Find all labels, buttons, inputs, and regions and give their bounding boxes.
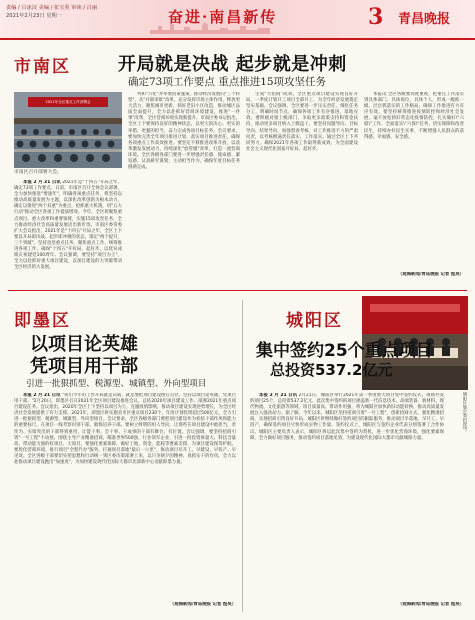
- section-tag-jimo: 即墨区: [14, 311, 71, 331]
- masthead: [0, 0, 475, 40]
- masthead-editors: 责编 / 吕冰汉 美编 / 张宝英 审读 / 吕丽: [6, 5, 98, 11]
- top-col1-text: 2021年是"十四五"开局之年，确定73项工作要点，日前，市南区召开全体会议部署，全力加快推进"增速年"，明确各项重点任务，将坚持以推动高质量发展为主题，以深化改革创新为根本动力，确定以推进"两个双重"为重点，抢抓重大机遇，用"五大行动"推动全区各项工作提质增效。今年，全区将聚焦重点项目、重大改革和重要领域，实施15项攻坚任务，全力推动经济社会高质量发展迈出新步伐。市南区委常委扩大会议指出，2021年是"十四五"开局之年，全区上下要以开局即决战、起步即冲刺的状态，锚定"两个提升、三个突破"，坚持攻坚重点任务、聚焦重点工作、统筹推进各项工作，确保"十四五"开好局、起好步，以优异成绩庆祝建党100周年。会议强调，要坚持"项目为王"，全力以赴抓好重大项目建设，以项目建设的大突破带动全区经济的大发展。: [14, 180, 122, 271]
- masthead-title: 奋进·南昌新传: [168, 8, 278, 26]
- meeting-photo-banner: 2021年全区重点工作部署会: [45, 100, 91, 104]
- jimo-body-text: "我们今年的工作开局就是决战，就是要把项目建设摆在首位，坚持以项目论英雄，凭项目用干部。"2月20日，即墨区召开2021年全区项目建设推进会议，总结2020年项目建设工作，部署2021年重点项目建设任务。会议指出，2020年全区上下坚持以项目为王，克服疫情影响，推动项目建设实现逆势增长，为全区经济社会发展提供了有力支撑。2021年，即墨区将实施省市区重点项目230个，年度计划投资超过500亿元，全力引进一批狠抓型、税源型、城镇型、外向型项目。会议要求，全区各级各部门要把项目建设作为检验干部作风和能力的重要标尺，在项目一线考察识别干部、锻炼培养干部。要树立鲜明的用人导向，让那些在项目建设中敢担当、善作为、实绩突出的干部得到重用，让能干事、会干事、干成事的干部有舞台、有位置。会议强调，要坚持招商引资"一号工程"不动摇，围绕主导产业精准招商，瞄准世界500强、行业领军企业，引进一批投资体量大、科技含量高、带动能力强的好项目、大项目。要强化要素保障，做好土地、资金、能耗等要素支撑，为项目建设保驾护航。要优化营商环境，推行项目"全程代办"服务，打通项目落地"最后一公里"，推动项目早开工、早建设、早投产、早见效。全区各级干部要切实把思想和行动统一到区委决策部署上来，以只争朝夕的精神、真抓实干的作风，全力以赴推动项目建设跑出"加速度"，为加快建设现代化国际大都市北部新中心贡献即墨力量。: [14, 393, 236, 466]
- jimo-subhead: 引进一批狠抓型、税源型、城镇型、外向型项目: [26, 379, 207, 389]
- chengyang-body-text: 2月21日，城阳区举行2021年第一季度重大项目集中签约仪式，现场共签约项目25个，总投资537.2亿元。此次集中签约的项目涵盖新一代信息技术、高端装备、新材料、现代物流、文化旅游等领域，项目质量高、带动作用强，将为城阳区加快新旧动能转换、推动高质量发展注入强劲动力。据了解，今年以来，城阳区坚持招商引资"一号工程"，创新招商方式，强化精准招商，实现招商引资良好开局。城阳区将继续做好签约项目的跟踪服务，推动项目早落地、早开工、早投产，确保签约项目尽快形成实物工作量。签约仪式上，城阳区与签约企业代表分别签署了合作协议。城阳区主要负责人表示，城阳区将以此次集中签约为契机，进一步优化营商环境，强化要素保障，全力做好项目服务，推动签约项目落地见效，为建设现代化国际大都市贡献城阳力量。: [250, 393, 444, 441]
- chengyang-photo-caption: 城阳区集中签约现场。: [463, 392, 468, 434]
- top-article-col1: [14, 180, 122, 282]
- skyline-decoration-icon: [150, 22, 270, 34]
- top-article-col2: [128, 92, 240, 282]
- jimo-headline-line2: 凭项目用干部: [30, 356, 138, 377]
- jimo-signature: [14, 602, 236, 610]
- top-meeting-photo: [14, 92, 122, 168]
- masthead-meta: [6, 4, 156, 20]
- top-article-col4: 本报讯 全区各级要高度重视，把重点工作落实到具体部门、具体岗位、具体个人，形成一级抓一级、层层抓落实的工作格局，确保工作推进有力有序有效。要坚持统筹推进疫情防控和经济社会发展，毫不放松抓好常态化疫情防控，扎实做好\"六稳\"工作、全面落实\"六保\"任务，切实保障和改善民生，持续办好民生实事，不断增强人民群众的获得感、幸福感、安全感。: [364, 92, 464, 140]
- column-divider: [242, 300, 243, 612]
- jimo-dateline: 本报 2 月 21 日讯: [23, 393, 61, 398]
- section-tag-shinan: 市南区: [14, 57, 71, 77]
- chengyang-headline-line1: 集中签约25个重点项目: [256, 341, 433, 361]
- top-signature-text: （观海新闻/青岛晚报 记者 程昊）: [397, 272, 464, 277]
- section-tag-chengyang: 城阳区: [286, 311, 343, 331]
- section-divider: [8, 290, 467, 291]
- chengyang-signature: [250, 602, 464, 610]
- top-col3-text: 生成"大招商"成效。全区重点项目建设实现良好开局，一季度计划开工项目全部开工，为全年经济发展奠定坚实基础。会议强调，全区要进一步压实责任，细化任务分工，明确时间节点，确保各项工作有序推进、落地见效。要积极对接上级部门，争取更多政策支持和资金扶持，推动更多项目纳入上级盘子。要坚持问题导向、目标导向、结果导向，加强督查考核，对工作推进不力的严肃问责，以考核倒逼责任落实、工作落实。通过全区上下共同努力，确保2021年各项工作取得新成效，为全面建设社会主义现代化国家开好局、起好步。: [246, 92, 358, 152]
- jimo-signature-text: （观海新闻/青岛晚报 记者 程昊）: [169, 602, 236, 607]
- top-subhead: 确定73项工作要点 重点推进15项攻坚任务: [128, 76, 327, 88]
- top-col2-text: 列和"六化"并举要因策施策，推动经济发展向"三个转型"，从"并联审批"改革，充分发挥市场主体作用，释放更大活力，聚焦城市更新，抓好老旧小区改造，推动城区品质全面提升，全力以赴抓好营商环境建设，推进"一件事"改革，全区营商环境实现新提升。市南区委书记指出，全区上下要保持良好的精神状态，以更大的决心、更实的举措、更强的担当，奋力完成各项目标任务。会议要求，要加快完善全年项目推进计划，落实项目推进责任，确保各项重点工作高效推进。要坚定不移推进改革开放，以改革激发发展动力，持续深化"放管服"改革，打造一流营商环境。全区各级各部门要进一步增强责任感、使命感、紧迫感，认真研究谋划，主动担当作为，确保年度目标任务圆满完成。: [128, 92, 240, 171]
- chengyang-signature-text: （观海新闻/青岛晚报 记者 程昊）: [397, 602, 464, 607]
- top-dateline: 本报 2 月 21 日讯: [23, 180, 61, 185]
- jimo-headline-line1: 以项目论英雄: [30, 334, 138, 355]
- top-signature: [364, 272, 464, 282]
- newspaper-name: 青昌晚报: [398, 12, 451, 27]
- chengyang-article-body: [250, 393, 444, 601]
- chengyang-headline-line2: 总投资537.2亿元: [270, 361, 393, 379]
- page-number: 3: [368, 4, 384, 30]
- top-headline: 开局就是决战 起步就是冲刺: [118, 54, 347, 75]
- top-article-col3: [246, 92, 358, 282]
- chengyang-dateline: 本报 2 月 21 日讯: [259, 393, 298, 398]
- jimo-article-body: [14, 393, 236, 601]
- masthead-date: 2021年2月23日 星期一: [6, 13, 62, 19]
- top-photo-caption: 市南区召开部署大会。: [14, 170, 62, 175]
